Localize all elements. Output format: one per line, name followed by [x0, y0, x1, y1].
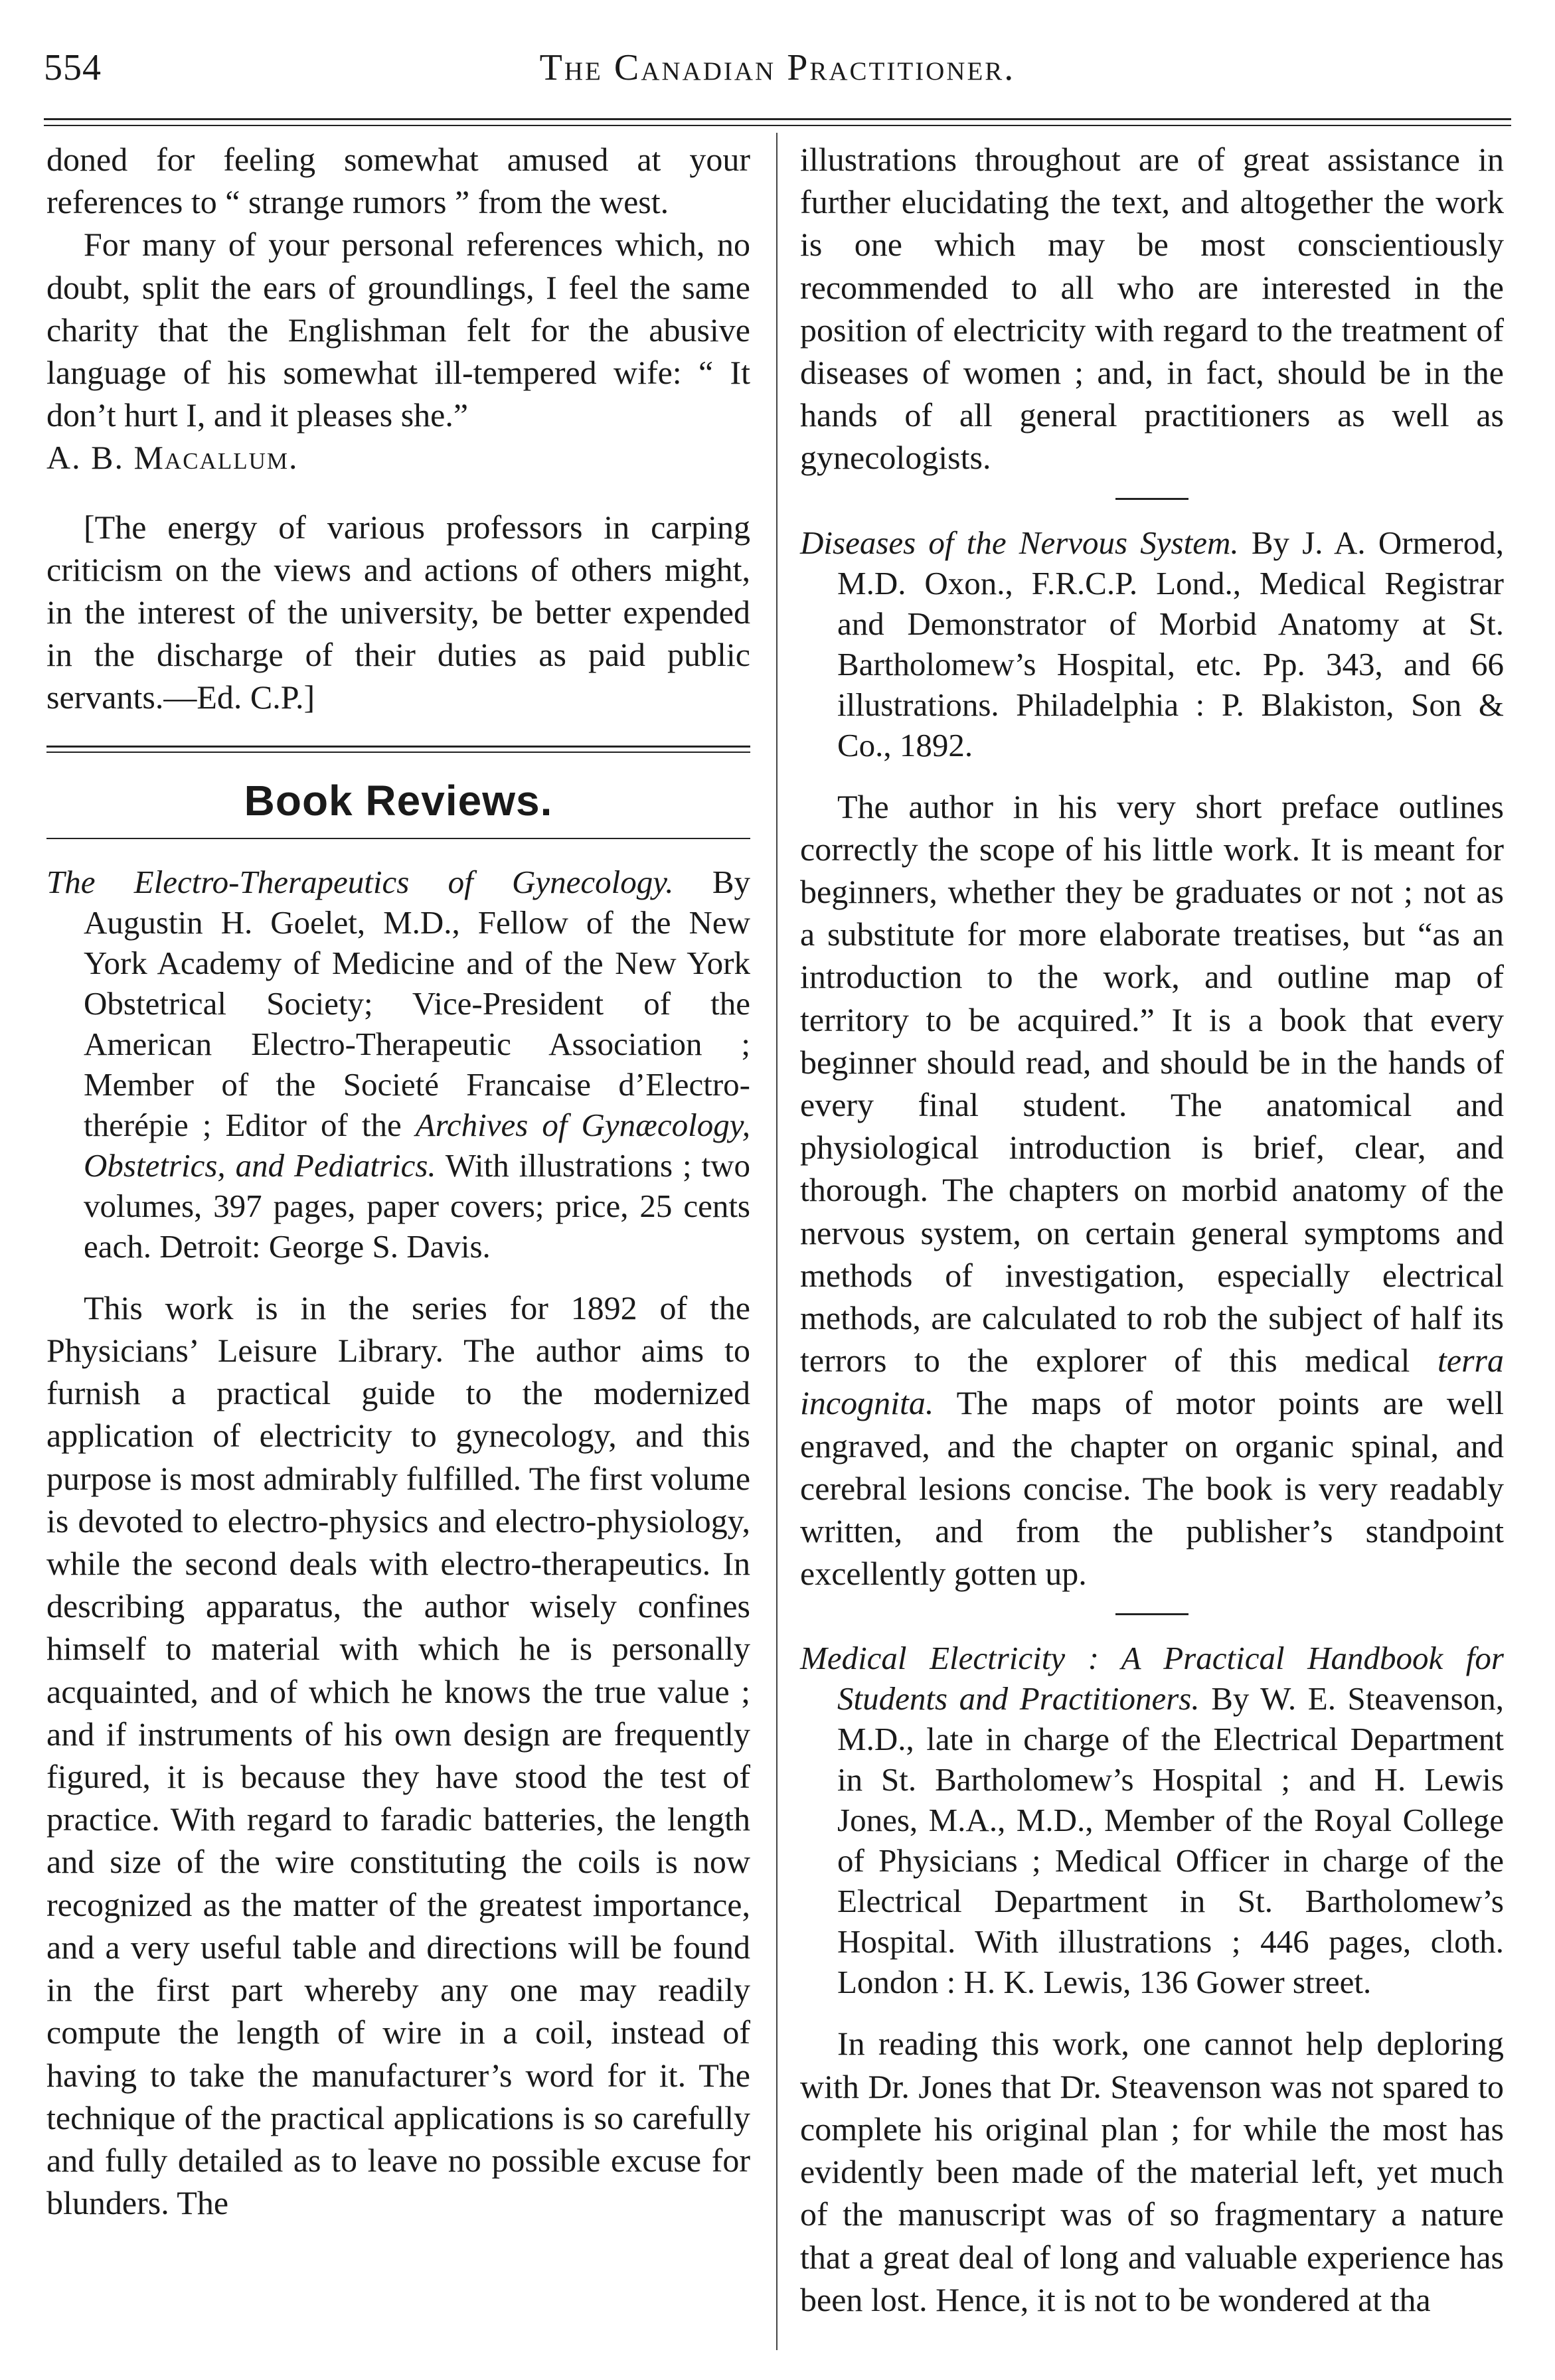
section-heading: Book Reviews. — [244, 776, 553, 825]
review-citation-text: With illustrations ; two volumes, 397 pages, paper covers; price, 25 cents each. Detroit: George S. Davis. — [84, 1147, 750, 1265]
section-divider — [46, 746, 750, 753]
letter-paragraph-end: doned for feeling somewhat amused at your references to “ strange rumors ” from the west. — [46, 141, 750, 221]
review-citation — [800, 1638, 1504, 2002]
review-title: Diseases of the Nervous System. — [800, 524, 1239, 561]
running-head: The Canadian Practitioner. — [539, 47, 1016, 88]
journal-title: Archives of Gynæcology, Obstetrics, and Pediatrics. — [84, 1106, 750, 1184]
review-citation-text: By Augustin H. Goelet, M.D., Fellow of the New York Academy of Medicine and of the New York Obstetrical Society; Vice-President of the American Electro-Therapeutic Association ; Member of the Societé Francaise d’Electro-therépie ; Editor of the — [84, 863, 750, 1143]
review-body-continued: illustrations throughout are of great assistance in further elucidating the text, and altogether the work is one which may be most conscientiously recommended to all who are interested in the position of electricity with regard to the treatment of diseases of women ; and, in fact, should be in the hands of all general practitioners as well as gynecologists. — [800, 141, 1504, 477]
review-separator — [1115, 1613, 1188, 1615]
page-header — [44, 46, 1511, 106]
review-body — [800, 785, 1504, 1595]
review-text-italic: terra incognita. — [800, 1342, 1504, 1422]
review-body: This work is in the series for 1892 of the Physicians’ Leisure Library. The author aims to furnish a practical guide to the modernized application of electricity to gynecology, and this purpose is most admirably fulfilled. The first volume is devoted to electro-physics and electro-physiology, while the second deals with electro-therapeutics. In describing apparatus, the author wisely confines himself to material with which he is personally acquainted, and of which he knows the true value ; and if instruments of his own design are frequently figured, it is because they have stood the test of practice. With regard to faradic batteries, the length and size of the wire constituting the coils is now recognized as the matter of the greatest importance, and a very useful table and directions will be found in the first part whereby any one may readily compute the length of wire in a coil, instead of having to take the manufacturer’s word for it. The technique of the practical applications is so carefully and fully detailed as to leave no possible excuse for blunders. The — [46, 1289, 751, 2222]
review-separator — [1115, 498, 1188, 500]
right-column — [800, 138, 1504, 2321]
letter-signature: A. B. Macallum. — [46, 439, 299, 477]
heading-rule — [46, 838, 750, 839]
review-citation-text: By W. E. Steavenson, M.D., late in charge of the Electrical Department in St. Bartholomew’s Hospital ; and H. Lewis Jones, M.A., M.D., Member of the Royal College of Physicians ; Medical Officer in charge of the Electrical Department in St. Bartholomew’s Hospital. With illustrations ; 446 pages, cloth. London : H. K. Lewis, 136 Gower street. — [837, 1680, 1504, 2001]
header-rule — [44, 118, 1511, 120]
header-rule-secondary — [44, 125, 1511, 126]
editor-note: [The energy of various professors in carping criticism on the views and actions of others might, in the interest of the university, be better expended in the discharge of their duties as paid public servants.—Ed. C.P.] — [46, 508, 750, 716]
review-citation — [800, 522, 1504, 765]
review-text: The maps of motor points are well engraved, and the chapter on organic spinal, and cerebral lesions concise. The book is very readably written, and from the publisher’s standpoint excellently gotten up. — [800, 1384, 1504, 1593]
review-title: Medical Electricity : A Practical Handbook for Students and Practitioners. — [800, 1640, 1504, 1717]
column-divider — [776, 133, 778, 2350]
page-number: 554 — [44, 47, 102, 88]
review-text: The author in his very short preface outlines correctly the scope of his little work. It is meant for beginners, whether they be graduates or not ; not as a substitute for more elaborate treatises, but “as an introduction to the work, and outline map of territory to be acquired.” It is a book that every beginner should read, and should be in the hands of every final student. The anatomical and physiological introduction is brief, clear, and thorough. The chapters on morbid anatomy of the nervous system, on certain general symptoms and methods of investigation, especially electrical methods, are calculated to rob the subject of half its terrors to the explorer of this medical — [800, 787, 1504, 1380]
review-title: The Electro-Therapeutics of Gynecology. — [46, 863, 674, 900]
review-citation-text: By J. A. Ormerod, M.D. Oxon., F.R.C.P. Lond., Medical Registrar and Demonstrator of Morbid Anatomy at St. Bartholomew’s Hospital, etc. Pp. 343, and 66 illustrations. Philadelphia : P. Blakiston, Son & Co., 1892. — [837, 524, 1504, 763]
left-column — [46, 138, 750, 2224]
review-citation — [46, 862, 750, 1267]
letter-paragraph: For many of your personal references which, no doubt, split the ears of groundlings, I feel the same charity that the Englishman felt for the abusive language of his somewhat ill-tempered wife: “ It don’t hurt I, and it pleases she.” — [46, 226, 750, 434]
review-body: In reading this work, one cannot help deploring with Dr. Jones that Dr. Steavenson was not spared to complete his original plan ; for while the most has evidently been made of the material left, yet much of the manuscript was of so fragmentary a nature that a great deal of long and valuable experience has been lost. Hence, it is not to be wondered at tha — [800, 2025, 1504, 2318]
